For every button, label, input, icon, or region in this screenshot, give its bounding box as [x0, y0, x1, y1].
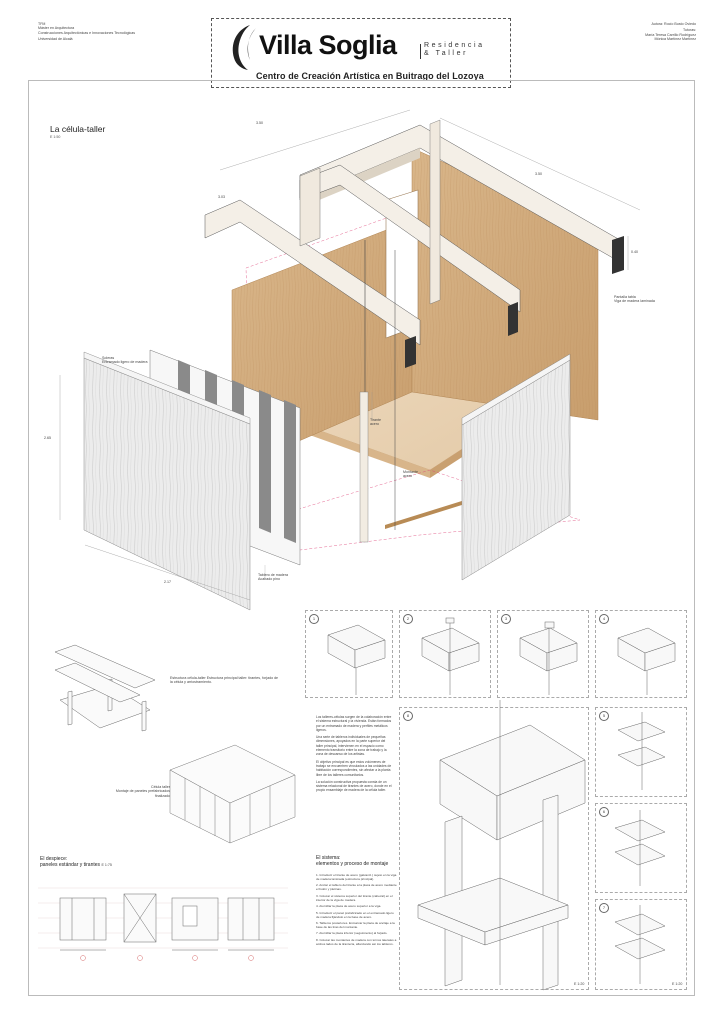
brand-name: Villa Soglia: [259, 30, 397, 60]
header-master: Máster en Arquitectura: [38, 26, 75, 31]
step-number-6: 6: [599, 807, 609, 817]
step-number-2: 2: [403, 614, 413, 624]
step-item-7: 7. Atornillar la placa inferior (seguimiento) al forjado.: [316, 931, 388, 936]
section-title: La célula-taller: [50, 124, 106, 134]
elevation-marker-4: [249, 956, 254, 961]
dim-top-right: 3.50: [535, 172, 542, 176]
elevation-panel-1: [60, 898, 106, 940]
step-item-8: 8. Colocar las montantes de madera con tornos laterales a ambos lados de la tirantería, afianzando así los tableros.: [316, 937, 397, 946]
step-item-6: 6. Tableros posteriores. Enmarcar la placa de anclaje a la base de las tiras del montante.: [316, 920, 395, 929]
step-number-5: 5: [599, 711, 609, 721]
elevation-marker-1: [81, 956, 86, 961]
elevation-marker-3: [193, 956, 198, 961]
detail-3-plate: [545, 622, 554, 628]
description-text: [316, 715, 392, 793]
label-tablero-madera: Tablero de madera Acabado pino: [258, 573, 288, 582]
steps-title: El sistema: elementos y proceso de montaje: [316, 855, 389, 868]
detail-2-plate: [446, 618, 454, 623]
header-tutor-2: Mónica Martínez Martínez: [654, 37, 696, 42]
description-paragraph-2: Una serie de tableros individuales de pequeñas dimensiones, apoyados en la parte superior del taller principal, intervienen en el espacio como elemento transitorio entre la zona de trabajo y la zona de descanso de los artistas.: [316, 735, 387, 757]
header-tutors-label: Tutoras:: [682, 28, 696, 33]
step-item-2: 2. Anclar el tablero del tirante a la placa de acero mediante el bulón y pletinas.: [316, 883, 397, 892]
dim-beam: 0.40: [631, 250, 638, 254]
elevation-panel-4: [228, 898, 274, 940]
step-item-3: 3. Colocar el sistema superior del tirante (cabezal) en el interior de la viga de madera.: [316, 893, 393, 902]
displacement-title-block: [40, 856, 112, 868]
header-author: Autora: Rocío Busto Oviedo: [651, 22, 696, 26]
label-celula-taller: Célula taller Montaje de paneles prefabricados finalizado: [115, 785, 170, 798]
dim-bottom: 2.17: [164, 580, 171, 584]
scale-label-8: E 1:20: [574, 982, 585, 986]
detail-8-post-right: [543, 795, 558, 990]
header-university: Universidad de Alcalá: [38, 37, 73, 42]
step-number-7: 7: [599, 903, 609, 913]
brand-tagline: Residencia & Taller: [424, 42, 485, 57]
step-number-1: 1: [309, 614, 319, 624]
label-tirante: Tirante acero: [370, 418, 382, 427]
step-number-3: 3: [501, 614, 511, 624]
scale-label-7: E 1:20: [672, 982, 683, 986]
description-paragraph-3: El objetivo principal es que estos volúmenes de trabajo se encuentren vinculados a las unidades de habitación correspondientes, sin afectar a la planta libre de los talleres comunitarios.: [316, 759, 392, 777]
step-item-5: 5. Introducir el panel prefabricado en el entramado ligero de madera fijándolo en la base de acero.: [316, 910, 394, 919]
section-scale: E 1:50: [50, 135, 61, 139]
dim-inner: 3.03: [218, 195, 225, 199]
label-estructura-celula-text: Estructura célula-taller Estructura principal taller: tirantes, forjado de la célula y arriostramiento.: [170, 676, 279, 685]
step-item-1: 1. Introducir el tirante de acero (galvaniz.) sujeto en la viga de madera laminada (estructura principal).: [316, 873, 397, 881]
dim-top-left: 3.50: [256, 121, 263, 125]
detail-5-top: [618, 722, 665, 741]
step-item-4: 4. Atornillar la placa de acero superior a la viga.: [316, 904, 382, 909]
displacement-title: El despiece: paneles estándar y tirantes: [40, 856, 101, 869]
description-paragraph-1: Los talleres-células surgen de la colaboración entre el sistema estructural y la vivienda. Están formados por un entramado de madera y perfiles metálicos ligeros.: [316, 715, 392, 732]
project-subtitle: Centro de Creación Artística en Buitrago del Lozoya: [256, 71, 484, 81]
step-number-8: 8: [403, 711, 413, 721]
elevation-panel-3-opening: [183, 906, 197, 926]
panels-elevation-drawing: [38, 878, 288, 968]
dim-left-height: 2.65: [44, 436, 51, 440]
label-pantalla-tabla: Pantalla tabla Viga de madera laminada: [614, 295, 655, 304]
elevation-marker-2: [138, 956, 143, 961]
header-program: Construcciones Arquitectónicas e Innovaciones Tecnológicas: [38, 30, 136, 35]
steps-list: [316, 873, 398, 948]
detail-5-bottom: [618, 747, 665, 766]
label-soleras: Soleras Entramado ligero de madera: [102, 356, 148, 365]
description-paragraph-4: La solución constructiva propuesta consta de un sistema relacional de tirantes de acero, donde en el propio ensamblaje de madera de la célula taller.: [316, 779, 392, 793]
step-number-4: 4: [599, 614, 609, 624]
header-tfm: TFM: [38, 22, 46, 26]
label-montante: Montante acero: [403, 470, 418, 479]
header-tutor-1: María Teresa Carrillo Rodríguez: [645, 32, 696, 37]
displacement-scale: E 1:75: [101, 863, 112, 868]
